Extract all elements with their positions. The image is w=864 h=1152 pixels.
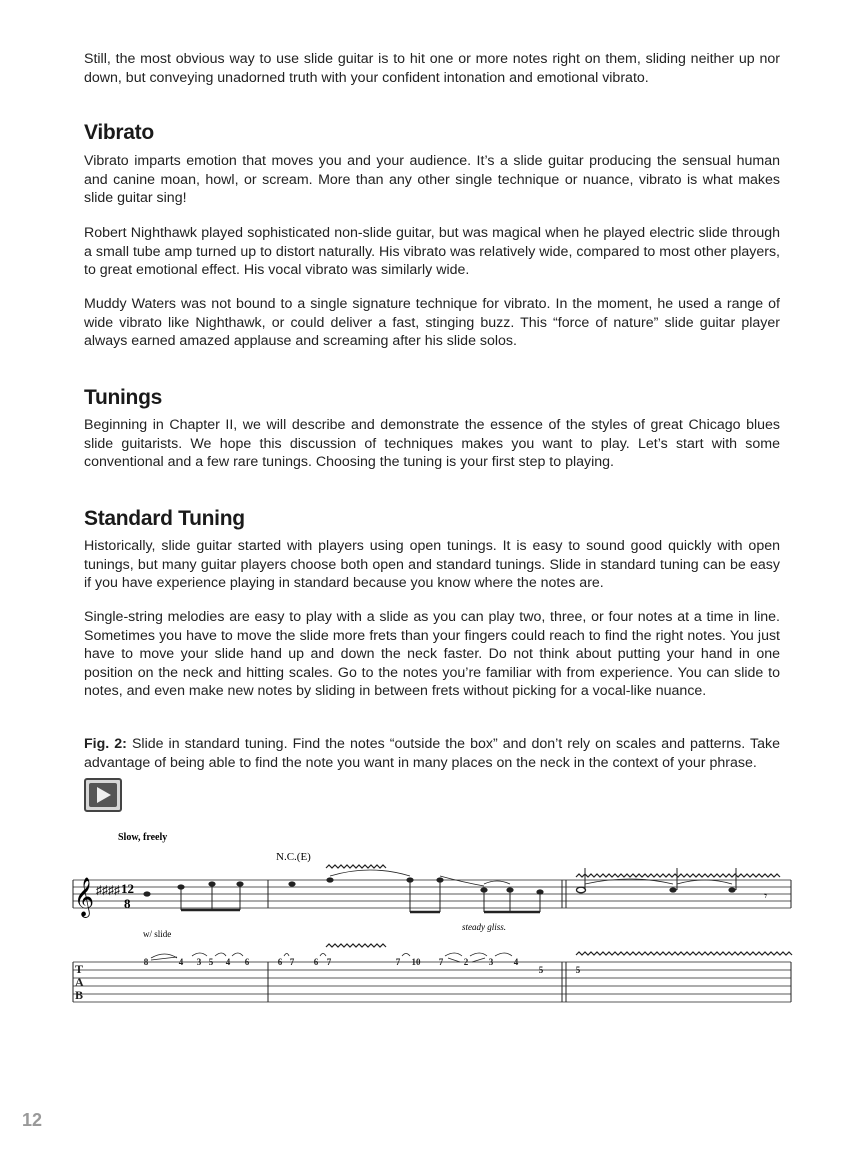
page-number: 12 bbox=[22, 1110, 43, 1130]
intro-paragraph: Still, the most obvious way to use slide guitar is to hit one or more notes right on them, sliding neither up nor down, but conveying unadorned truth with your confident intonation and emotional vibrato. bbox=[84, 51, 780, 86]
eighth-rest: 𝄾 bbox=[764, 889, 768, 903]
play-audio-button[interactable] bbox=[84, 778, 122, 812]
standard-paragraph-1: Historically, slide guitar started with players using open tunings. It is easy to sound good quickly with open tunings, but many guitar players choose both open and standard tunings. Slide in standard tuning can be easy if you have experience playing in standard because you know where the notes are. bbox=[84, 538, 780, 592]
tab-fret: 3 bbox=[488, 957, 494, 967]
technique-label: w/ slide bbox=[143, 929, 172, 939]
vibrato-paragraph-1: Vibrato imparts emotion that moves you and your audience. It’s a slide guitar producing the sensual human and canine moan, howl, or scream. More than any other single technique or nuance, vibrato is what makes slide guitar sing! bbox=[84, 153, 780, 207]
tab-fret: 7 bbox=[289, 957, 295, 967]
vibrato-paragraph-2: Robert Nighthawk played sophisticated non-slide guitar, but was magical when he played electric slide through a small tube amp turned up to distort naturally. His vibrato was relatively wide, compared to most other players, to great emotional effect. His vocal vibrato was similarly wide. bbox=[84, 225, 780, 279]
play-button-face bbox=[89, 783, 117, 807]
tab-fret: 8 bbox=[143, 957, 149, 967]
tab-fret: 6 bbox=[244, 957, 250, 967]
note-beams bbox=[181, 910, 540, 912]
music-notation bbox=[0, 820, 864, 1020]
vibrato-marks bbox=[326, 865, 792, 955]
tab-fret: 5 bbox=[538, 965, 544, 975]
vibrato-heading: Vibrato bbox=[84, 121, 154, 144]
tab-slide-marks bbox=[151, 953, 512, 962]
tab-fret: 4 bbox=[225, 957, 231, 967]
tab-fret: 5 bbox=[208, 957, 214, 967]
treble-clef: 𝄞 bbox=[74, 879, 95, 916]
tab-fret: 7 bbox=[395, 957, 401, 967]
tab-letter-a: A bbox=[75, 975, 84, 989]
chord-symbol: N.C.(E) bbox=[276, 851, 311, 863]
figure-label: Fig. 2: bbox=[84, 736, 127, 752]
tab-fret: 5 bbox=[575, 965, 581, 975]
tab-letter-t: T bbox=[75, 962, 84, 976]
standard-paragraph-2: Single-string melodies are easy to play with a slide as you can play two, three, or four notes at a time in line. Sometimes you have to move the slide more frets than your fingers could reach to find the right notes. You just have to move your slide hand up and down the neck faster. Do not think about putting your hand in one position on the neck and hitting scales. Go to the notes you’re familiar with from experience. You can slide to notes, and even make new notes by sliding in between frets without picking for a vocal-like nuance. bbox=[84, 609, 780, 700]
tab-staff-lines bbox=[73, 962, 791, 1002]
tunings-heading: Tunings bbox=[84, 386, 162, 409]
tab-fret: 6 bbox=[313, 957, 319, 967]
time-signature-top: 12 bbox=[121, 881, 134, 896]
tab-fret: 4 bbox=[178, 957, 184, 967]
slur-curves bbox=[330, 870, 732, 886]
tab-fret: 2 bbox=[463, 957, 469, 967]
vibrato-paragraph-3: Muddy Waters was not bound to a single signature technique for vibrato. In the moment, he used a range of wide vibrato like Nighthawk, or could deliver a fast, stinging buzz. This “force of nature” slide guitar player always earned amazed applause and screaming after his slide solos. bbox=[84, 296, 780, 350]
standard-tuning-heading: Standard Tuning bbox=[84, 507, 245, 530]
tab-fret: 3 bbox=[196, 957, 202, 967]
tempo-marking: Slow, freely bbox=[118, 832, 168, 843]
tab-fret: 4 bbox=[513, 957, 519, 967]
tab-fret: 10 bbox=[411, 957, 421, 967]
tab-barlines bbox=[73, 962, 791, 1002]
note-stems bbox=[181, 868, 736, 912]
time-signature-bottom: 8 bbox=[124, 896, 131, 911]
key-signature: ♯♯♯♯ bbox=[96, 883, 120, 897]
figure-caption-text: Slide in standard tuning. Find the notes “outside the box” and don’t rely on scales and patterns. Take advantage of being able to find the note you want in many places on the neck in the context of your phrase. bbox=[84, 736, 780, 771]
tab-fret: 6 bbox=[277, 957, 283, 967]
figure-caption bbox=[84, 735, 780, 772]
tab-fret: 7 bbox=[438, 957, 444, 967]
gliss-label: steady gliss. bbox=[462, 922, 506, 932]
tab-fret: 7 bbox=[326, 957, 332, 967]
play-icon bbox=[97, 787, 111, 803]
tab-letter-b: B bbox=[75, 988, 84, 1002]
tunings-paragraph: Beginning in Chapter II, we will describe and demonstrate the essence of the styles of great Chicago blues slide guitarists. We hope this discussion of techniques makes you want to play. Let’s start with some conventional and a few rare tunings. Choosing the tuning is your first step to playing. bbox=[84, 417, 780, 471]
